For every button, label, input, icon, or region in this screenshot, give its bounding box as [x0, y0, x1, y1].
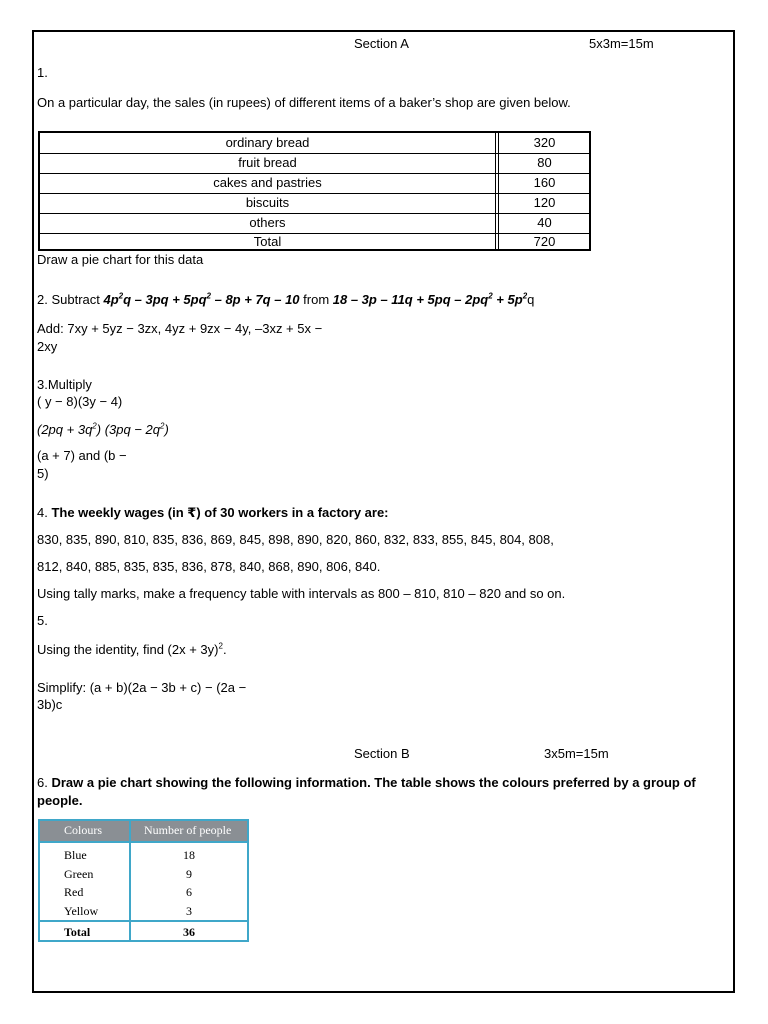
colours-table — [38, 819, 249, 942]
sales-item: biscuits — [245, 195, 290, 210]
colour-count: 6 — [186, 885, 192, 899]
colour-name: Green — [64, 867, 94, 881]
q2-add-line1: Add: 7xy + 5yz − 3zx, 4yz + 9zx − 4y, –3xz + 5x − — [37, 321, 323, 336]
q3-expression-3b: 5) — [37, 466, 49, 481]
q5-identity: Using the identity, find $(2x + 3y)^2$. — [37, 641, 227, 657]
colour-count: 9 — [186, 867, 192, 881]
section-a-title: Section A — [354, 36, 409, 51]
colours-table-header — [40, 821, 247, 841]
sales-value: 160 — [533, 175, 556, 190]
sales-item: cakes and pastries — [213, 175, 322, 190]
header-number-of-people: Number of people — [144, 823, 232, 837]
q5-number: 5. — [37, 613, 48, 628]
q3-expression-3a: (a + 7) and (b − — [37, 448, 127, 463]
q2-subtract: 2. Subtract $4p^2q - 3pq + 5pq^2 - 8p + 7q - 10$ from $18 - 3p - 11q + 5pq - 2pq^2 + 5p^2q$ — [37, 291, 535, 307]
q6-text: 6. Draw a pie chart showing the following information. The table shows the colours preferred by a group of people. — [37, 775, 696, 808]
q3-expression-1: ( y − 8)(3y − 4) — [37, 394, 123, 409]
colour-count: 3 — [186, 904, 192, 918]
colours-table-total-rule — [40, 920, 247, 922]
q1-intro: On a particular day, the sales (in rupees) of different items of a baker’s shop are given below. — [37, 95, 571, 110]
q3-expression-2: $(2pq + 3q^2)$ $(3pq - 2q^2)$ — [37, 421, 169, 437]
q4-data-line2: 812, 840, 885, 835, 835, 836, 878, 840, 868, 890, 806, 840. — [37, 559, 381, 574]
table-row — [40, 213, 589, 233]
q1-instruction: Draw a pie chart for this data — [37, 252, 204, 267]
colour-name: Yellow — [64, 904, 99, 918]
sales-item: ordinary bread — [225, 135, 310, 150]
q1-number: 1. — [37, 65, 48, 80]
q5-simplify-line2: 3b)c — [37, 697, 63, 712]
colours-table-rule — [40, 841, 247, 843]
sales-item: fruit bread — [238, 155, 297, 170]
q4-data-line1: 830, 835, 890, 810, 835, 836, 869, 845, 898, 890, 820, 860, 832, 833, 855, 845, 804, 808, — [37, 532, 554, 547]
total-label: Total — [64, 925, 91, 939]
sales-value: 80 — [537, 155, 552, 170]
q2-add-line2: 2xy — [37, 339, 58, 354]
colour-name: Blue — [64, 848, 87, 862]
header-colours: Colours — [64, 823, 103, 837]
sales-value: 320 — [533, 135, 556, 150]
sales-value: 720 — [533, 234, 556, 249]
sales-item: others — [249, 215, 286, 230]
sales-value: 40 — [537, 215, 552, 230]
q3-label: 3.Multiply — [37, 377, 92, 392]
sales-table — [38, 131, 591, 251]
section-b-marks: 3x5m=15m — [544, 746, 609, 761]
sales-value: 120 — [533, 195, 556, 210]
table-row — [40, 232, 589, 252]
q4-heading: 4. The weekly wages (in ₹) of 30 workers in a factory are: — [37, 505, 389, 520]
total-value: 36 — [183, 925, 195, 939]
q4-instruction: Using tally marks, make a frequency table with intervals as 800 – 810, 810 – 820 and so on. — [37, 586, 566, 601]
colour-count: 18 — [183, 848, 195, 862]
section-a-marks: 5x3m=15m — [589, 36, 654, 51]
table-row — [40, 173, 589, 193]
table-row — [40, 133, 589, 153]
sales-item: Total — [253, 234, 282, 249]
q5-simplify-line1: Simplify: (a + b)(2a − 3b + c) − (2a − — [37, 680, 247, 695]
table-row — [40, 153, 589, 173]
colour-name: Red — [64, 885, 84, 899]
table-row — [40, 193, 589, 213]
section-b-title: Section B — [354, 746, 410, 761]
